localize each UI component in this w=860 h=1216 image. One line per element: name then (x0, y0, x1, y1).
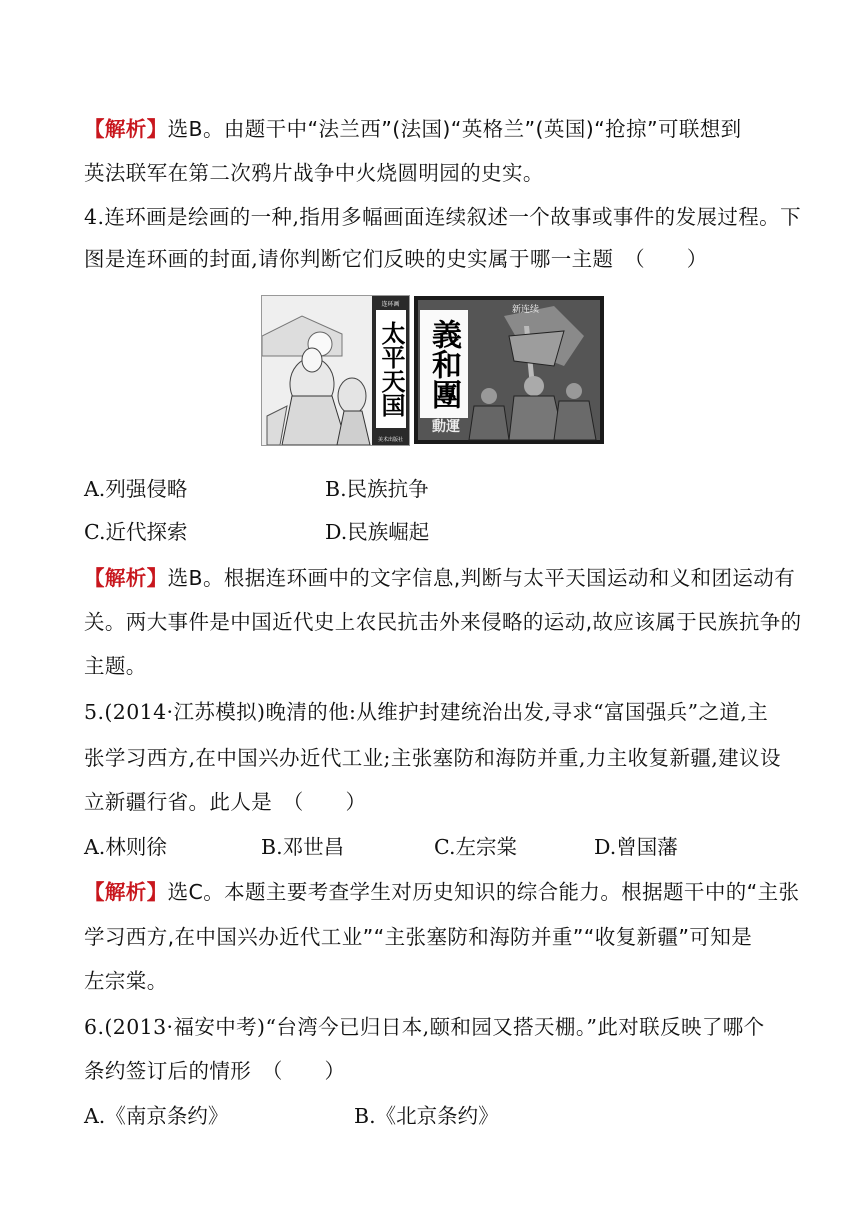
q4-stem-line-2: 图是连环画的封面,请你判断它们反映的史实属于哪一主题 （ ） (84, 247, 708, 271)
q4-option-a[interactable]: A.列强侵略 (84, 477, 188, 501)
boxer-title: 義和團 (426, 319, 461, 409)
q5-option-a[interactable]: A.林则徐 (84, 835, 167, 859)
boxer-title-panel (420, 310, 468, 418)
analysis-label: 【解析】 (84, 117, 168, 141)
analysis-text: 选B。根据连环画中的文字信息,判断与太平天国运动和义和团运动有 (167, 566, 796, 590)
q5-analysis-line-3: 左宗棠。 (84, 969, 168, 993)
analysis-text: 选B。由题干中“法兰西”(法国)“英格兰”(英国)“抢掠”可联想到 (167, 117, 742, 141)
q5-stem-line-1: 5.(2014·江苏模拟)晚清的他:从维护封建统治出发,寻求“富国强兵”之道,主 (84, 700, 769, 724)
q5-option-d[interactable]: D.曾国藩 (594, 835, 678, 859)
q4-analysis-line-2: 关。两大事件是中国近代史上农民抗击外来侵略的运动,故应该属于民族抗争的 (84, 610, 802, 634)
q4-option-d[interactable]: D.民族崛起 (325, 520, 430, 544)
q3-analysis-line-2: 英法联军在第二次鸦片战争中火烧圆明园的史实。 (84, 161, 544, 185)
q5-analysis-line-2: 学习西方,在中国兴办近代工业”“主张塞防和海防并重”“收复新疆”可知是 (84, 925, 753, 949)
q5-stem-line-2: 张学习西方,在中国兴办近代工业;主张塞防和海防并重,力主收复新疆,建议设 (84, 746, 781, 770)
q5-option-c[interactable]: C.左宗棠 (434, 835, 517, 859)
q4-option-c[interactable]: C.近代探索 (84, 520, 188, 544)
boxer-subtitle: 動運 (432, 419, 460, 435)
q4-analysis-line-3: 主题。 (84, 654, 147, 678)
boxer-top-label: 新连续 (512, 305, 540, 315)
analysis-label: 【解析】 (84, 566, 168, 590)
q4-analysis-line-1 (84, 563, 795, 593)
comic-cover-boxer (414, 296, 604, 444)
q5-option-b[interactable]: B.邓世昌 (261, 835, 345, 859)
q5-analysis-line-1 (84, 877, 799, 907)
comic-cover-taiping (261, 295, 410, 446)
q4-option-b[interactable]: B.民族抗争 (325, 477, 429, 501)
taiping-publisher: 美术出版社 (377, 437, 403, 443)
q6-option-a[interactable]: A.《南京条约》 (84, 1104, 229, 1128)
taiping-title: 太平天国 (376, 310, 406, 428)
q4-stem-line-1: 4.连环画是绘画的一种,指用多幅画面连续叙述一个故事或事件的发展过程。下 (84, 205, 801, 229)
analysis-label: 【解析】 (84, 880, 168, 904)
q6-stem-line-1: 6.(2013·福安中考)“台湾今已归日本,颐和园又搭天棚。”此对联反映了哪个 (84, 1015, 765, 1039)
taiping-small-label: 连环画 (381, 301, 400, 308)
q6-stem-line-2: 条约签订后的情形 （ ） (84, 1059, 346, 1083)
taiping-title-band (372, 296, 409, 445)
q3-analysis-line-1 (84, 114, 742, 144)
analysis-text: 选C。本题主要考查学生对历史知识的综合能力。根据题干中的“主张 (167, 880, 800, 904)
q5-stem-line-3: 立新疆行省。此人是 （ ） (84, 790, 367, 814)
q6-option-b[interactable]: B.《北京条约》 (354, 1104, 499, 1128)
